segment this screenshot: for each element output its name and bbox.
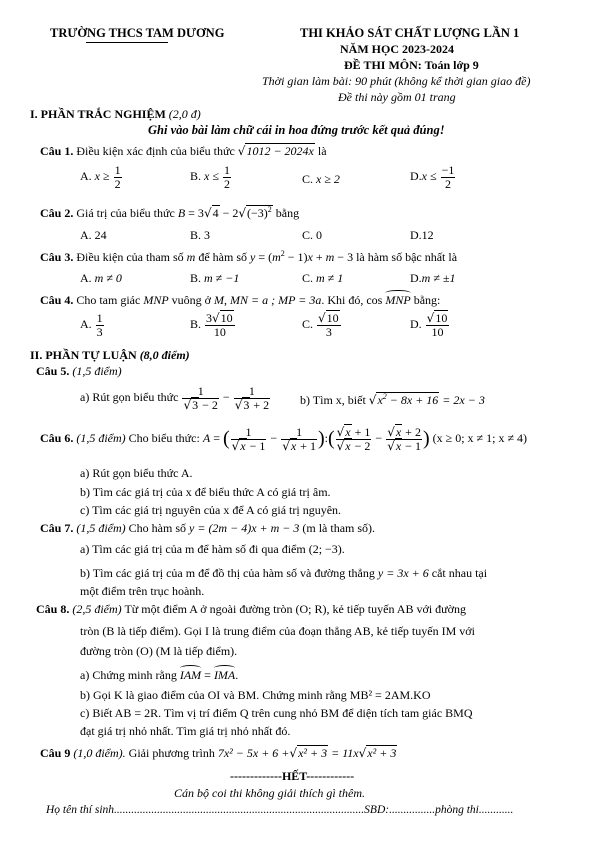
q3-option-a-letter: A. <box>80 271 92 285</box>
q5-a-text: a) Rút gọn biểu thức <box>80 389 179 404</box>
q4-label: Câu 4. <box>40 293 74 307</box>
q7-b-line: y = 3x + 6 <box>377 566 429 580</box>
q6-condition: (x ≥ 0; x ≠ 1; x ≠ 4) <box>432 430 528 445</box>
q4-text2: vuông ở <box>171 293 212 307</box>
q3-option-d <box>410 271 456 286</box>
q9-points: (1,0 điểm). <box>73 746 126 760</box>
q8-part-c: c) Biết AB = 2R. Tìm vị trí điểm Q trên cung nhỏ BM để diện tích tam giác BMQ <box>80 706 473 720</box>
q3-text3: là hàm số bậc nhất là <box>356 250 458 264</box>
q1-tail: là <box>317 144 327 158</box>
time-note: Thời gian làm bài: 90 phút (không kể thời gian giao đề) <box>262 74 531 88</box>
q3-option-c <box>302 271 343 286</box>
question-1: Câu 1. Điều kiện xác định của biểu thức √1012 − 2024x là <box>40 144 327 158</box>
question-5 <box>36 364 122 379</box>
q5-b-rhs: = 2x − 3 <box>442 393 485 407</box>
q4-given: MN = a ; MP = 3a <box>230 293 322 307</box>
q1-option-d: D.x ≤ $\frac{-1}{2}$ <box>410 163 455 191</box>
q4-text: Cho tam giác <box>76 293 141 307</box>
exam-subject: ĐỀ THI MÔN: Toán lớp 9 <box>344 58 479 72</box>
q1-option-d-letter: D. <box>410 168 422 183</box>
q3-option-a <box>80 271 122 286</box>
part1-instruction: Ghi vào bài làm chữ cái in hoa đứng trước kết quả đúng! <box>148 123 445 137</box>
q7-param-note: (m là tham số). <box>302 521 376 535</box>
q1-text: Điều kiện xác định của biểu thức <box>76 144 235 158</box>
proctor-note: Cán bộ coi thi không giải thích gì thêm. <box>174 786 365 800</box>
q3-option-b <box>190 271 239 286</box>
q2-text: Giá trị của biểu thức <box>76 206 175 220</box>
q7-part-b-cont: một điểm trên trục hoành. <box>80 584 205 598</box>
q8-part-b: b) Gọi K là giao điểm của OI và BM. Chứng minh rằng MB² = 2AM.KO <box>80 688 431 702</box>
q6-points: (1,5 điểm) <box>76 430 126 445</box>
question-8 <box>36 602 466 617</box>
q1-radicand: 1012 − 2024x <box>246 144 314 158</box>
q8-label: Câu 8. <box>36 602 70 616</box>
q4-option-a-letter: A. <box>80 316 92 331</box>
q6-text: Cho biểu thức: <box>128 430 200 445</box>
question-3: Câu 3. Điều kiện của tham số m để hàm số $y = (m^2 - 1)x + m - 3$ là hàm số bậc nhất là <box>40 249 458 264</box>
q6-part-c: c) Tìm các giá trị nguyên của x để A có giá trị nguyên. <box>80 503 342 517</box>
q7-function: y = (2m − 4)x + m − 3 <box>189 521 300 535</box>
q2-label: Câu 2. <box>40 206 74 220</box>
q7-b-text2: cắt nhau tại <box>431 566 488 580</box>
q4-vertex: M <box>214 293 225 307</box>
q9-eq-radical-2: x² + 3 <box>367 746 397 760</box>
q8-part-a: a) Chứng minh rằng IAM = IMA. <box>80 668 239 682</box>
school-name: TRƯỜNG THCS TAM DƯƠNG <box>50 26 225 40</box>
q4-option-b: B. $\frac{3√10}{10}$ <box>190 311 233 339</box>
q4-tail: bằng: <box>413 293 441 307</box>
part2-heading <box>30 348 190 363</box>
q1-option-a: A. x ≥ $\frac{1}{2}$ <box>80 163 121 191</box>
q3-text2: để hàm số <box>198 250 247 264</box>
q2-option-a: A. 24 <box>80 228 107 242</box>
q3-option-b-text: m ≠ −1 <box>204 271 240 285</box>
q5-points: (1,5 điểm) <box>72 364 122 378</box>
part1-title: I. PHẦN TRẮC NGHIỆM <box>30 107 166 121</box>
q4-angle: MNP <box>385 293 411 307</box>
q6-part-b: b) Tìm các giá trị của x để biểu thức A có giá trị âm. <box>80 485 331 499</box>
exam-title: THI KHẢO SÁT CHẤT LƯỢNG LẦN 1 <box>300 26 520 40</box>
q3-label: Câu 3. <box>40 250 74 264</box>
q8-line3: đường tròn (O) (M là tiếp điểm). <box>80 644 238 658</box>
question-2: Câu 2. Giá trị của biểu thức $B = 3√4 - 2√(-3)^2$ bằng <box>40 205 300 220</box>
question-6: Câu 6. (1,5 điểm) Cho biểu thức: A = ( $\frac{1}{√x - 1}$ − $\frac{1}{√x + 1}$ ):( $\frac{√x + 1}{√x - 2}$ − $\frac{√x + 2}{√x - 1}$ ) (x ≥ 0; x ≠ 1; x ≠ 4) <box>40 425 528 453</box>
q8-a-text: a) Chứng minh rằng <box>80 668 177 682</box>
q6-part-a: a) Rút gọn biểu thức A. <box>80 466 193 480</box>
q9-label: Câu 9 <box>40 746 71 760</box>
q1-label: Câu 1. <box>40 144 74 158</box>
q3-option-a-text: m ≠ 0 <box>94 271 122 285</box>
q3-option-d-letter: D. <box>410 271 422 285</box>
q7-text: Cho hàm số <box>128 521 187 535</box>
q5-part-b: b) Tìm x, biết $√x^2 - 8x + 16 = 2x - 3$ <box>300 392 485 407</box>
q8-line2: tròn (B là tiếp điểm). Gọi I là trung điểm của đoạn thẳng AB, kẻ tiếp tuyến IM với <box>80 624 475 638</box>
part2-title: II. PHẦN TỰ LUẬN <box>30 348 137 362</box>
q4-text3: . Khi đó, cos <box>321 293 383 307</box>
q1-option-c-letter: C. <box>302 172 314 186</box>
q7-points: (1,5 điểm) <box>76 521 126 535</box>
q2-option-b: B. 3 <box>190 228 211 242</box>
question-7 <box>40 521 375 536</box>
q8-angle-iam: IAM <box>179 668 202 682</box>
school-underline <box>86 42 168 43</box>
school-year: NĂM HỌC 2023-2024 <box>340 42 454 56</box>
q9-eq-radical: x² + 3 <box>298 746 328 760</box>
q1-option-c-text: x ≥ 2 <box>316 172 340 186</box>
q5-part-a: a) Rút gọn biểu thức $\frac{1}{√3 - 2}$ − $\frac{1}{√3 + 2}$ <box>80 384 270 412</box>
q7-label: Câu 7. <box>40 521 74 535</box>
q3-option-b-letter: B. <box>190 271 202 285</box>
end-marker: -------------HẾT------------ <box>230 769 355 783</box>
q2-option-d: D.12 <box>410 228 434 242</box>
q3-text: Điều kiện của tham số <box>76 250 184 264</box>
q1-option-b: B. x ≤ $\frac{1}{2}$ <box>190 163 230 191</box>
q7-part-a: a) Tìm các giá trị của m để hàm số đi qua điểm (2; −3). <box>80 542 345 556</box>
q8-angle-ima: IMA <box>213 668 236 682</box>
q1-option-a-letter: A. <box>80 168 92 183</box>
q6-label: Câu 6. <box>40 430 74 445</box>
q7-b-text1: b) Tìm các giá trị của m để đồ thị của hàm số và đường thẳng <box>80 566 375 580</box>
question-9: Câu 9 (1,0 điểm). Giải phương trình 7x² − 5x + 6 +√x² + 3 = 11x√x² + 3 <box>40 746 397 760</box>
q4-triangle: MNP <box>143 293 169 307</box>
q3-param: m <box>186 250 196 264</box>
q4-option-d: D. $\frac{√10}{10}$ <box>410 311 448 339</box>
part1-points: (2,0 đ) <box>168 107 201 121</box>
q3-option-c-letter: C. <box>302 271 314 285</box>
q9-eq-mid: = 11x <box>331 746 359 760</box>
q1-option-c <box>302 172 340 187</box>
q4-option-c-letter: C. <box>302 316 314 331</box>
question-4: Câu 4. Cho tam giác MNP vuông ở M, MN = a ; MP = 3a. Khi đó, cos MNP bằng: <box>40 293 441 307</box>
q2-tail: bằng <box>275 206 300 220</box>
q4-option-c: C. $\frac{√10}{3}$ <box>302 311 339 339</box>
q4-option-b-letter: B. <box>190 316 202 331</box>
q1-option-b-letter: B. <box>190 168 202 183</box>
pages-note: Đề thi này gồm 01 trang <box>338 90 456 104</box>
q8-points: (2,5 điểm) <box>72 602 122 616</box>
q3-option-d-text: m ≠ ±1 <box>421 271 456 285</box>
q4-option-d-letter: D. <box>410 316 422 331</box>
q4-option-a: A. $\frac{1}{3}$ <box>80 311 103 339</box>
q8-part-c-cont: đạt giá trị nhỏ nhất. Tìm giá trị nhỏ nhất đó. <box>80 724 291 738</box>
q5-b-text: b) Tìm x, biết <box>300 393 366 407</box>
part1-heading <box>30 107 201 122</box>
part2-points: (8,0 điểm) <box>139 348 190 362</box>
q2-option-c: C. 0 <box>302 228 323 242</box>
q7-part-b <box>80 566 487 581</box>
q9-eq-left: 7x² − 5x + 6 + <box>217 746 290 760</box>
q8-line1: Từ một điểm A ở ngoài đường tròn (O; R), kẻ tiếp tuyến AB với đường <box>124 602 467 616</box>
q9-text: Giải phương trình <box>128 746 215 760</box>
q3-option-c-text: m ≠ 1 <box>316 271 344 285</box>
q8-a-equals: = <box>204 668 211 682</box>
q5-label: Câu 5. <box>36 364 70 378</box>
candidate-info-line: Họ tên thí sinh.......................................................................................SBD:................phòng thi............ <box>46 804 514 816</box>
